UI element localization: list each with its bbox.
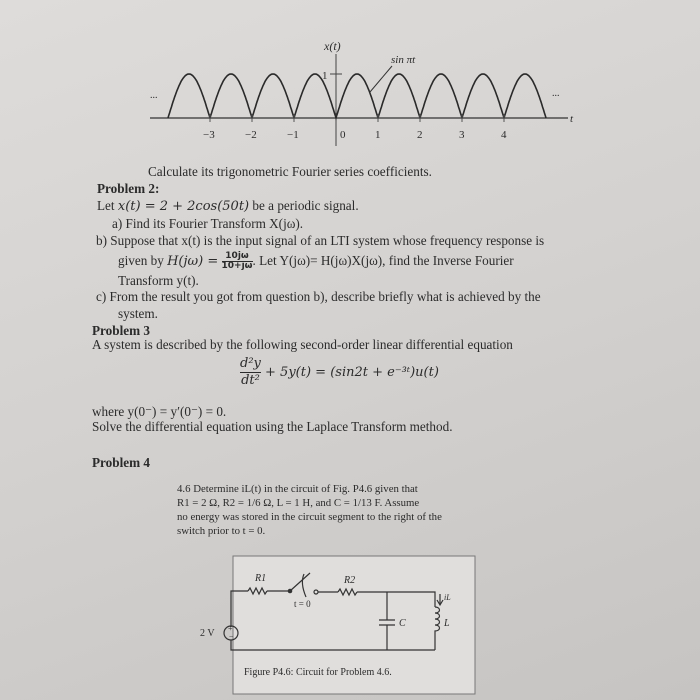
source-label: 2 V — [200, 628, 215, 639]
b2-prefix: given by — [118, 253, 168, 268]
plus-sign: + — [228, 624, 233, 633]
figure-caption: Figure P4.6: Circuit for Problem 4.6. — [244, 667, 392, 678]
x-tick-label: −2 — [245, 129, 257, 141]
ellipsis-right: ... — [552, 88, 560, 99]
switch-pivot — [288, 589, 293, 594]
t-axis-label: t — [570, 113, 574, 125]
r1-label: R1 — [255, 573, 267, 584]
eq-numerator: d²y — [240, 356, 261, 371]
problem2-part-b-line3: Transform y(t). — [118, 273, 199, 288]
intro-suffix: be a periodic signal. — [249, 198, 359, 213]
x-tick-label: −3 — [203, 129, 215, 141]
eq-rest: + 5y(t) = (sin2t + e⁻³ᵗ)u(t) — [265, 365, 439, 380]
problem4-title: Problem 4 — [92, 455, 150, 470]
y-tick-label: 1 — [322, 70, 328, 82]
minus-sign: − — [229, 632, 234, 641]
x-tick-label: −1 — [287, 129, 299, 141]
capacitor-label: C — [399, 618, 406, 629]
problem2-title: Problem 2: — [97, 181, 160, 196]
problem4-text-line2: R1 = 2 Ω, R2 = 1/6 Ω, L = 1 H, and C = 1/13 F. Assume — [177, 497, 420, 509]
eq-denominator: dt² — [241, 373, 260, 388]
problem2-part-b-line1: b) Suppose that x(t) is the input signal of an LTI system whose frequency response is — [96, 233, 545, 248]
problem3-conditions: where y(0⁻) = y′(0⁻) = 0. — [92, 404, 227, 419]
b2-suffix: . Let Y(jω)= H(jω)X(jω), find the Inverse Fourier — [252, 253, 514, 268]
problem1-instruction: Calculate its trigonometric Fourier series coefficients. — [148, 164, 432, 179]
problem3-intro: A system is described by the following second-order linear differential equation — [92, 337, 513, 352]
x-tick-label: 1 — [375, 129, 381, 141]
problem2-part-c-line2: system. — [118, 306, 158, 321]
current-label: iL — [444, 593, 451, 602]
problem3-instruction: Solve the differential equation using the Laplace Transform method. — [92, 419, 453, 434]
y-axis-label: x(t) — [324, 39, 341, 53]
problem2-part-c-line1: c) From the result you got from question b), describe briefly what is achieved by the — [96, 289, 541, 304]
h-equation: H(jω) = — [167, 254, 219, 269]
problem4-text-line3: no energy was stored in the circuit segment to the right of the — [177, 511, 442, 523]
h-numerator: 10jω — [222, 252, 253, 262]
problem4-text-line4: switch prior to t = 0. — [177, 525, 266, 537]
signal-equation: x(t) = 2 + 2cos(50t) — [117, 199, 250, 214]
x-tick-label: 4 — [501, 129, 507, 141]
problem4-text-line1: 4.6 Determine iL(t) in the circuit of Fig. P4.6 given that — [177, 483, 418, 495]
h-denominator: 10+jω — [221, 261, 253, 272]
problem2-part-a: a) Find its Fourier Transform X(jω). — [112, 216, 304, 231]
x-tick-label: 3 — [459, 129, 465, 141]
problem3-title: Problem 3 — [92, 323, 150, 338]
curve-label: sin πt — [391, 54, 416, 66]
ellipsis-left: ... — [150, 90, 158, 101]
inductor-label: L — [444, 618, 450, 629]
x-tick-label: 2 — [417, 129, 423, 141]
r2-label: R2 — [344, 575, 356, 586]
intro-prefix: Let — [97, 198, 118, 213]
switch-label: t = 0 — [294, 599, 311, 609]
x-tick-label: 0 — [340, 129, 346, 141]
